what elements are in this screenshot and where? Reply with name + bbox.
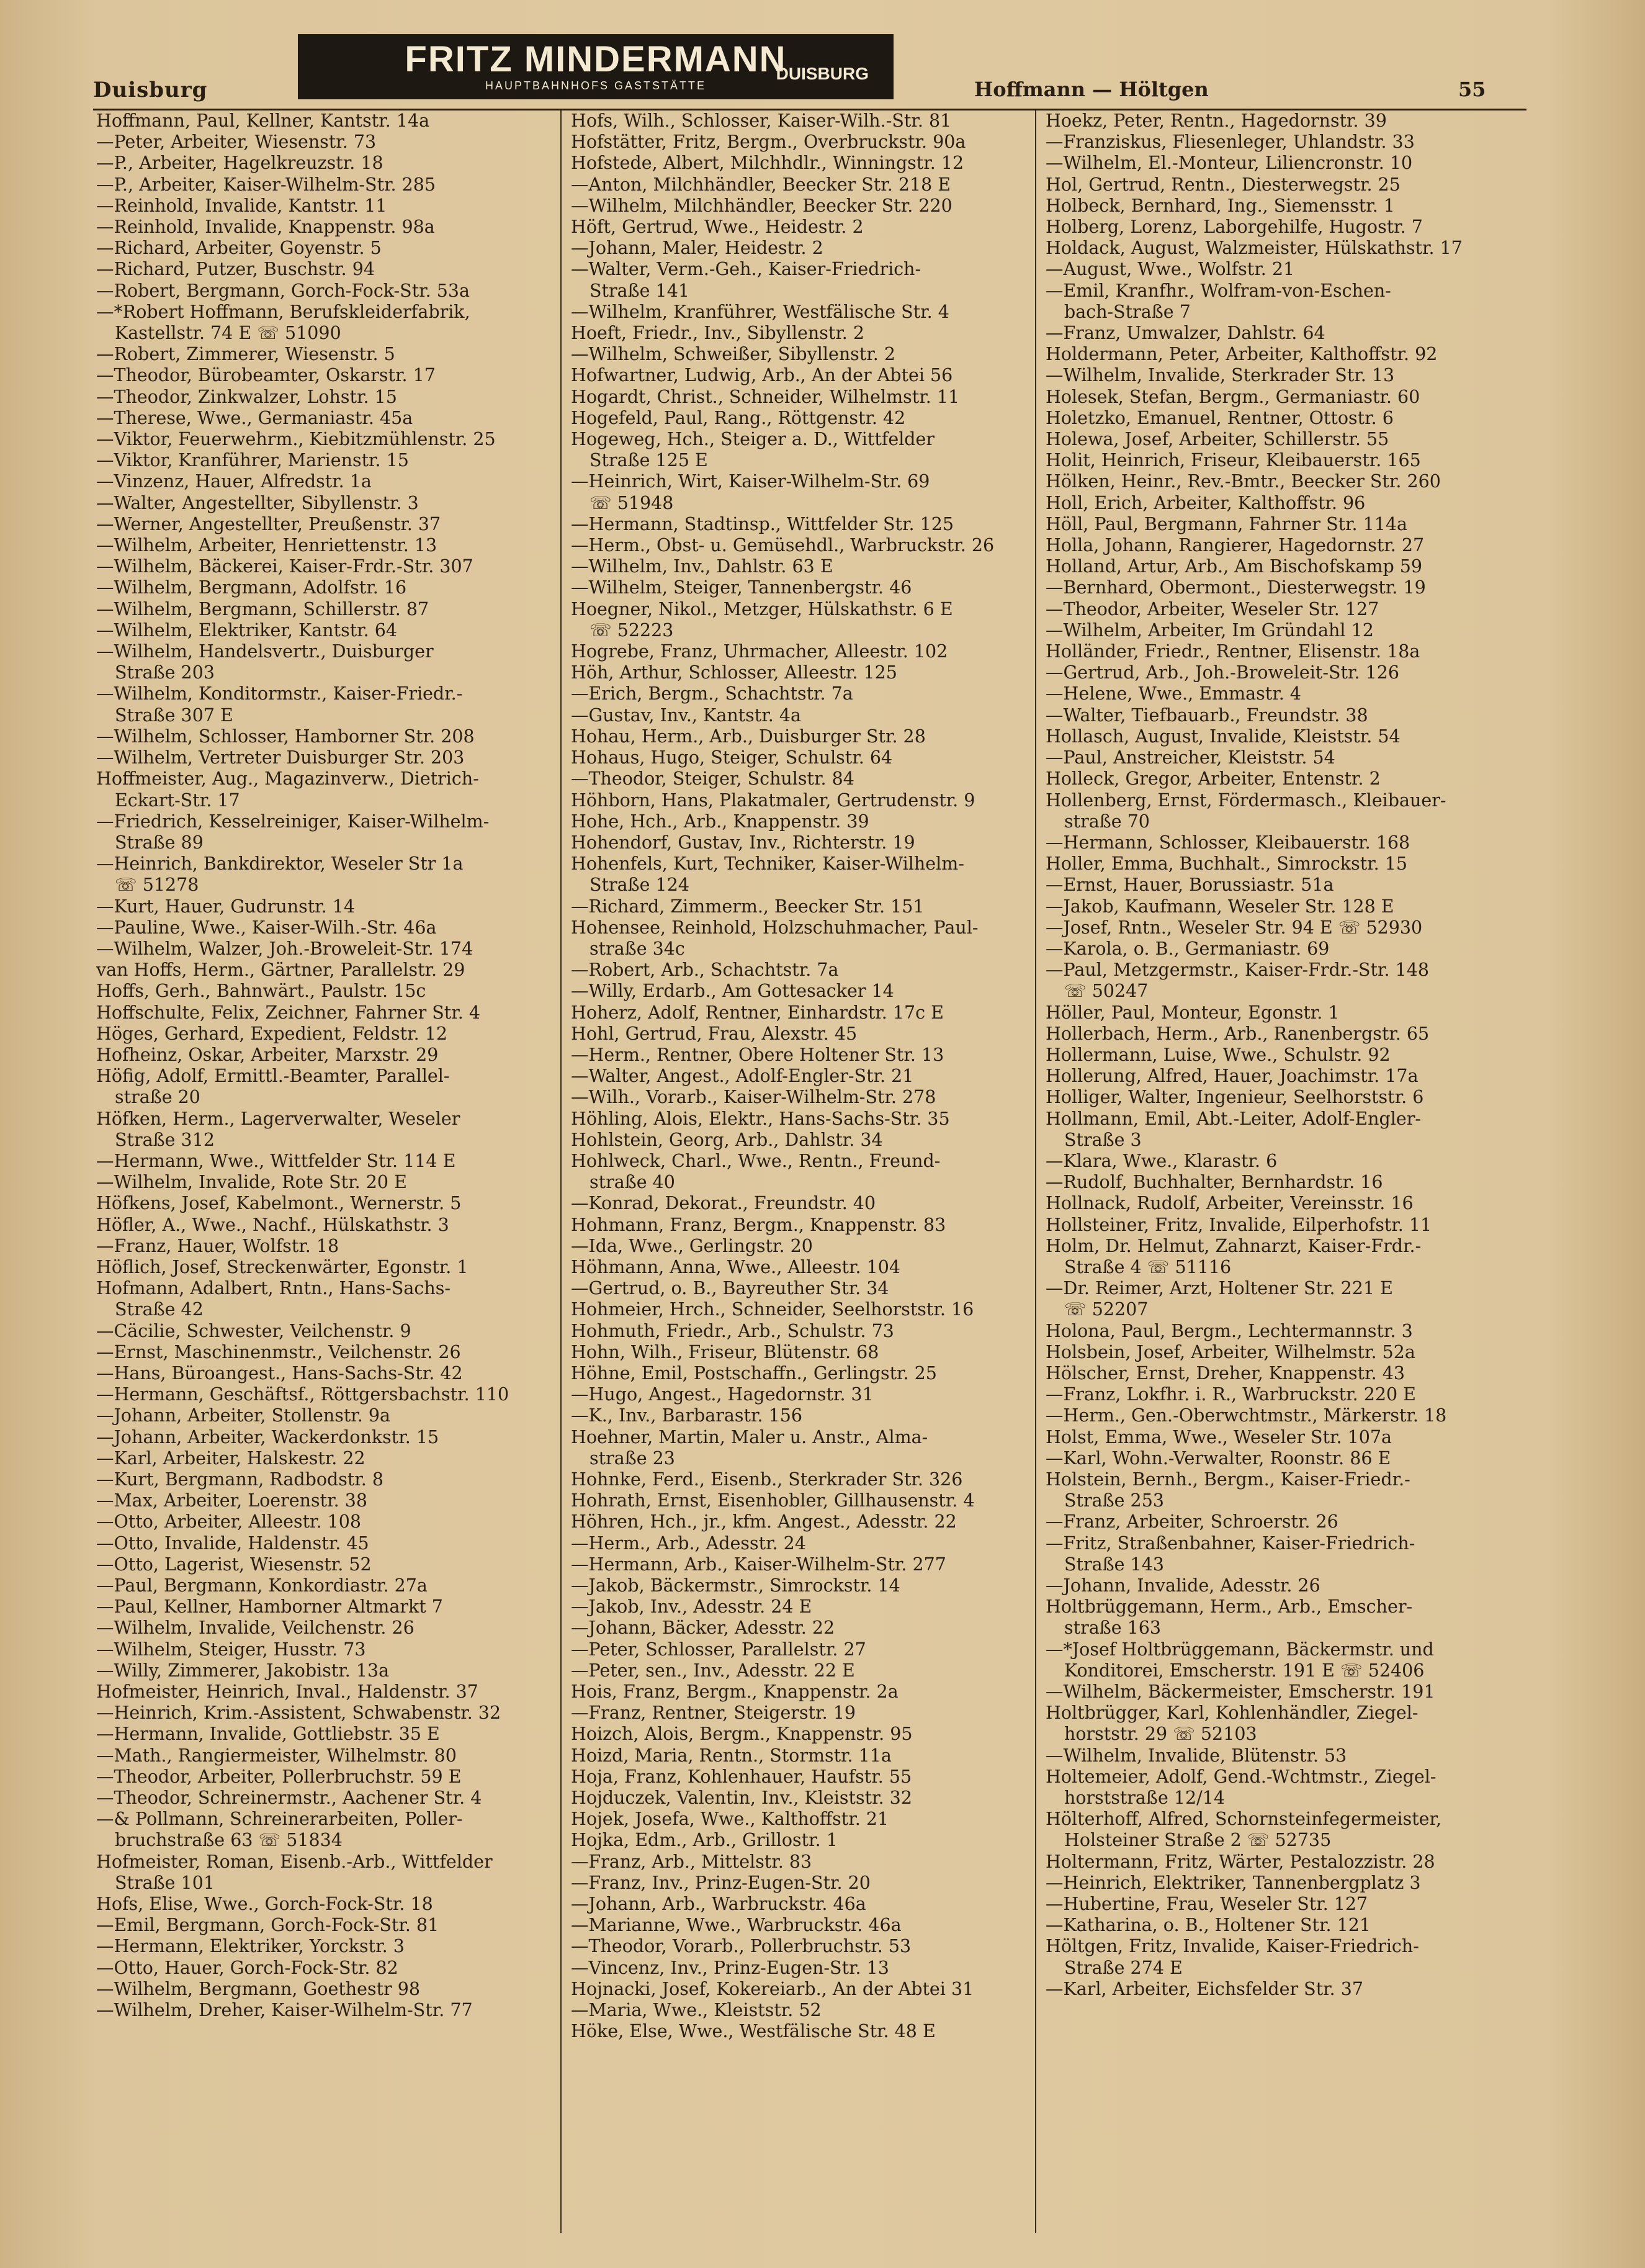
directory-entry: —Karl, Wohn.-Verwalter, Roonstr. 86 E [1046, 1447, 1391, 1469]
directory-entry: Höhling, Alois, Elektr., Hans-Sachs-Str. 35 [571, 1108, 950, 1129]
column-divider [560, 110, 562, 2233]
directory-entry: —Franz, Arbeiter, Schroerstr. 26 [1046, 1511, 1338, 1532]
directory-entry: Straße 141 [589, 280, 689, 301]
banner-city: DUISBURG [776, 64, 869, 83]
directory-entry: —Walter, Tiefbauarb., Freundstr. 38 [1046, 704, 1368, 726]
directory-entry: Hoffs, Gerh., Bahnwärt., Paulstr. 15c [96, 981, 426, 1002]
directory-entry: —Herm., Arb., Adesstr. 24 [571, 1532, 806, 1554]
directory-entry: straße 20 [115, 1087, 200, 1108]
directory-entry: Höfler, A., Wwe., Nachf., Hülskathstr. 3 [96, 1214, 449, 1235]
directory-entry: Holl, Erich, Arbeiter, Kalthoffstr. 96 [1046, 492, 1366, 513]
directory-entry: —Helene, Wwe., Emmastr. 4 [1046, 683, 1301, 704]
directory-entry: —Franz, Lokfhr. i. R., Warbruckstr. 220 E [1046, 1384, 1416, 1405]
directory-entry: Hohlstein, Georg, Arb., Dahlstr. 34 [571, 1129, 883, 1150]
directory-entry: —Reinhold, Invalide, Kantstr. 11 [96, 195, 387, 216]
directory-entry: Hohau, Herm., Arb., Duisburger Str. 28 [571, 726, 926, 747]
directory-entry: —Peter, Schlosser, Parallelstr. 27 [571, 1639, 866, 1660]
directory-entry: —Hermann, Stadtinsp., Wittfelder Str. 125 [571, 513, 954, 534]
directory-entry: —Richard, Putzer, Buschstr. 94 [96, 259, 375, 280]
directory-entry: —Karola, o. B., Germaniastr. 69 [1046, 938, 1330, 959]
directory-entry: —Willy, Erdarb., Am Gottesacker 14 [571, 981, 894, 1002]
directory-entry: —Otto, Invalide, Haldenstr. 45 [96, 1532, 369, 1554]
directory-entry: Straße 253 [1064, 1490, 1164, 1511]
directory-entry: Holler, Emma, Buchhalt., Simrockstr. 15 [1046, 853, 1408, 875]
directory-entry: Hojnacki, Josef, Kokereiarb., An der Abtei 31 [571, 1978, 974, 1999]
directory-entry: —Wilhelm, Dreher, Kaiser-Wilhelm-Str. 77 [96, 2000, 473, 2021]
directory-entry: —P., Arbeiter, Hagelkreuzstr. 18 [96, 153, 383, 174]
column-divider [1035, 110, 1036, 2233]
directory-entry: —Wilhelm, Inv., Dahlstr. 63 E [571, 556, 833, 577]
directory-entry: Straße 143 [1064, 1554, 1164, 1575]
directory-entry: Hojduczek, Valentin, Inv., Kleiststr. 32 [571, 1788, 912, 1809]
directory-entry: Holtbrügger, Karl, Kohlenhändler, Ziegel- [1046, 1703, 1419, 1724]
page-number: 55 [1458, 78, 1486, 101]
directory-entry: Höltgen, Fritz, Invalide, Kaiser-Friedrich- [1046, 1936, 1419, 1957]
directory-entry: —Friedrich, Kesselreiniger, Kaiser-Wilhelm- [96, 811, 490, 832]
directory-entry: Hojka, Edm., Arb., Grillostr. 1 [571, 1830, 838, 1851]
directory-entry: Hohensee, Reinhold, Holzschuhmacher, Paul- [571, 917, 979, 938]
directory-entry: Straße 307 E [115, 704, 233, 726]
directory-entry: Holm, Dr. Helmut, Zahnarzt, Kaiser-Frdr.- [1046, 1235, 1422, 1256]
directory-entry: —Therese, Wwe., Germaniastr. 45a [96, 407, 413, 428]
directory-entry: ☏ 51948 [589, 492, 674, 513]
directory-entry: —P., Arbeiter, Kaiser-Wilhelm-Str. 285 [96, 174, 436, 195]
directory-entry: —Wilhelm, Walzer, Joh.-Broweleit-Str. 174 [96, 938, 473, 959]
directory-entry: Holtemeier, Adolf, Gend.-Wchtmstr., Ziegel- [1046, 1766, 1437, 1787]
directory-entry: horststraße 12/14 [1064, 1788, 1226, 1809]
directory-entry: ☏ 52223 [589, 619, 674, 641]
directory-entry: —Franz, Hauer, Wolfstr. 18 [96, 1235, 339, 1256]
directory-entry: —Wilhelm, El.-Monteur, Liliencronstr. 10 [1046, 153, 1413, 174]
directory-entry: Hohmuth, Friedr., Arb., Schulstr. 73 [571, 1320, 894, 1341]
directory-entry: Holsbein, Josef, Arbeiter, Wilhelmstr. 52a [1046, 1341, 1415, 1362]
directory-entry: —Johann, Arbeiter, Wackerdonkstr. 15 [96, 1426, 439, 1447]
directory-entry: Hoffschulte, Felix, Zeichner, Fahrner Str. 4 [96, 1002, 480, 1023]
directory-entry: —Robert, Arb., Schachtstr. 7a [571, 960, 839, 981]
directory-entry: Hofheinz, Oskar, Arbeiter, Marxstr. 29 [96, 1044, 439, 1065]
directory-entry: —Robert, Zimmerer, Wiesenstr. 5 [96, 344, 395, 365]
directory-entry: Straße 124 [589, 875, 689, 896]
directory-entry: —Herm., Rentner, Obere Holtener Str. 13 [571, 1044, 944, 1065]
directory-entry: —Rudolf, Buchhalter, Bernhardstr. 16 [1046, 1172, 1383, 1193]
directory-entry: Straße 4 ☏ 51116 [1064, 1256, 1232, 1277]
directory-entry: Straße 89 [115, 832, 204, 853]
directory-entry: —Wilhelm, Arbeiter, Henriettenstr. 13 [96, 535, 437, 556]
directory-entry: Straße 42 [115, 1299, 204, 1320]
advertisement-banner [298, 34, 894, 99]
directory-entry: Hoeft, Friedr., Inv., Sibyllenstr. 2 [571, 323, 865, 344]
directory-entry: —Franz, Rentner, Steigerstr. 19 [571, 1703, 856, 1724]
directory-entry: —Wilhelm, Elektriker, Kantstr. 64 [96, 619, 398, 641]
directory-entry: Holland, Artur, Arb., Am Bischofskamp 59 [1046, 556, 1423, 577]
directory-entry: Holtermann, Fritz, Wärter, Pestalozzistr. 28 [1046, 1851, 1435, 1872]
directory-entry: —Katharina, o. B., Holtener Str. 121 [1046, 1915, 1371, 1936]
directory-entry: —Franz, Inv., Prinz-Eugen-Str. 20 [571, 1872, 871, 1893]
directory-entry: —Marianne, Wwe., Warbruckstr. 46a [571, 1915, 902, 1936]
directory-entry: Straße 125 E [589, 450, 708, 471]
directory-entry: —Hermann, Invalide, Gottliebstr. 35 E [96, 1724, 440, 1745]
directory-entry: —Willy, Zimmerer, Jakobistr. 13a [96, 1660, 390, 1681]
directory-entry: Höges, Gerhard, Expedient, Feldstr. 12 [96, 1023, 447, 1044]
page-header [93, 34, 1526, 109]
directory-entry: —Robert, Bergmann, Gorch-Fock-Str. 53a [96, 280, 470, 301]
directory-entry: —Reinhold, Invalide, Knappenstr. 98a [96, 217, 435, 238]
directory-entry: Höll, Paul, Bergmann, Fahrner Str. 114a [1046, 513, 1408, 534]
directory-entry: —Herm., Gen.-Oberwchtmstr., Märkerstr. 18 [1046, 1405, 1447, 1426]
directory-entry: Hogardt, Christ., Schneider, Wilhelmstr. 11 [571, 386, 960, 407]
directory-entry: Höfken, Herm., Lagerverwalter, Weseler [96, 1108, 460, 1129]
directory-entry: Hölken, Heinr., Rev.-Bmtr., Beecker Str. 260 [1046, 471, 1441, 492]
directory-entry: —Theodor, Vorarb., Pollerbruchstr. 53 [571, 1936, 912, 1957]
directory-entry: Holst, Emma, Wwe., Weseler Str. 107a [1046, 1426, 1392, 1447]
directory-entry: Hollerung, Alfred, Hauer, Joachimstr. 17a [1046, 1066, 1419, 1087]
directory-entry: Hojek, Josefa, Wwe., Kalthoffstr. 21 [571, 1809, 889, 1830]
banner-name: FRITZ MINDERMANN [405, 39, 787, 79]
directory-entry: Hohe, Hch., Arb., Knappenstr. 39 [571, 811, 869, 832]
directory-entry: —Gustav, Inv., Kantstr. 4a [571, 704, 801, 726]
directory-entry: Hölterhoff, Alfred, Schornsteinfegermeister, [1046, 1809, 1442, 1830]
directory-entry: Hofs, Elise, Wwe., Gorch-Fock-Str. 18 [96, 1894, 433, 1915]
directory-entry: Höflich, Josef, Streckenwärter, Egonstr. 1 [96, 1256, 468, 1277]
directory-entry: —Fritz, Straßenbahner, Kaiser-Friedrich- [1046, 1532, 1415, 1554]
directory-entry: —Franziskus, Fliesenleger, Uhlandstr. 33 [1046, 132, 1415, 153]
directory-entry: —Karl, Arbeiter, Eichsfelder Str. 37 [1046, 1978, 1364, 1999]
directory-entry: Hofmeister, Roman, Eisenb.-Arb., Wittfelder [96, 1851, 493, 1872]
directory-entry: —Wilhelm, Milchhändler, Beecker Str. 220 [571, 195, 952, 216]
directory-entry: Hofmeister, Heinrich, Inval., Haldenstr. 37 [96, 1681, 478, 1703]
directory-entry: —Otto, Hauer, Gorch-Fock-Str. 82 [96, 1957, 398, 1978]
directory-entry: —Maria, Wwe., Kleiststr. 52 [571, 2000, 822, 2021]
directory-entry: Holetzko, Emanuel, Rentner, Ottostr. 6 [1046, 407, 1394, 428]
directory-entry: Holstein, Bernh., Bergm., Kaiser-Friedr.- [1046, 1469, 1410, 1490]
directory-entry: —Karl, Arbeiter, Halskestr. 22 [96, 1447, 365, 1469]
directory-entry: Hollerbach, Herm., Arb., Ranenbergstr. 65 [1046, 1023, 1430, 1044]
directory-entry: —Theodor, Zinkwalzer, Lohstr. 15 [96, 386, 397, 407]
directory-entry: Holleck, Gregor, Arbeiter, Entenstr. 2 [1046, 768, 1381, 790]
directory-entry: Straße 101 [115, 1872, 215, 1893]
directory-entry: —Hermann, Schlosser, Kleibauerstr. 168 [1046, 832, 1410, 853]
banner-subtitle: HAUPTBAHNHOFS GASTSTÄTTE [485, 79, 707, 92]
directory-entry: —Gertrud, o. B., Bayreuther Str. 34 [571, 1278, 889, 1299]
directory-entry: Hollermann, Luise, Wwe., Schulstr. 92 [1046, 1044, 1391, 1065]
directory-entry: —Wilhelm, Invalide, Sterkrader Str. 13 [1046, 365, 1395, 386]
directory-entry: —Theodor, Bürobeamter, Oskarstr. 17 [96, 365, 436, 386]
directory-entry: Hoekz, Peter, Rentn., Hagedornstr. 39 [1046, 110, 1387, 131]
directory-entry: ☏ 52207 [1064, 1299, 1149, 1320]
directory-entry: —Kurt, Bergmann, Radbodstr. 8 [96, 1469, 384, 1490]
directory-entry: Hohmeier, Hrch., Schneider, Seelhorststr. 16 [571, 1299, 974, 1320]
directory-entry: Hoegner, Nikol., Metzger, Hülskathstr. 6 E [571, 598, 953, 619]
directory-entry: —*Josef Holtbrüggemann, Bäckermstr. und [1046, 1639, 1434, 1660]
column-1 [96, 110, 555, 2233]
directory-entry: —Bernhard, Obermont., Diesterwegstr. 19 [1046, 577, 1426, 598]
column-3 [1046, 110, 1505, 2233]
directory-entry: —Walter, Angest., Adolf-Engler-Str. 21 [571, 1066, 914, 1087]
directory-entry: Höft, Gertrud, Wwe., Heidestr. 2 [571, 217, 864, 238]
directory-entry: —Wilhelm, Schlosser, Hamborner Str. 208 [96, 726, 475, 747]
directory-entry: —Paul, Metzgermstr., Kaiser-Frdr.-Str. 148 [1046, 960, 1429, 981]
directory-entry: Holsteiner Straße 2 ☏ 52735 [1064, 1830, 1332, 1851]
directory-entry: Hoherz, Adolf, Rentner, Einhardstr. 17c E [571, 1002, 944, 1023]
directory-entry: —Kurt, Hauer, Gudrunstr. 14 [96, 896, 356, 917]
directory-entry: —Pauline, Wwe., Kaiser-Wilh.-Str. 46a [96, 917, 437, 938]
directory-entry: bach-Straße 7 [1064, 301, 1191, 322]
directory-entry: —Dr. Reimer, Arzt, Holtener Str. 221 E [1046, 1278, 1393, 1299]
directory-entry: Hol, Gertrud, Rentn., Diesterwegstr. 25 [1046, 174, 1401, 195]
directory-entry: Straße 274 E [1064, 1957, 1183, 1978]
directory-entry: Hohendorf, Gustav, Inv., Richterstr. 19 [571, 832, 915, 853]
directory-entry: —Hugo, Angest., Hagedornstr. 31 [571, 1384, 874, 1405]
directory-entry: —Wilhelm, Bergmann, Adolfstr. 16 [96, 577, 407, 598]
directory-entry: Hofwartner, Ludwig, Arb., An der Abtei 56 [571, 365, 953, 386]
directory-entry: Holtbrüggemann, Herm., Arb., Emscher- [1046, 1596, 1413, 1618]
directory-entry: —Anton, Milchhändler, Beecker Str. 218 E [571, 174, 951, 195]
directory-entry: Holberg, Lorenz, Laborgehilfe, Hugostr. 7 [1046, 217, 1423, 238]
directory-entry: —Erich, Bergm., Schachtstr. 7a [571, 683, 853, 704]
directory-entry: —Jakob, Kaufmann, Weseler Str. 128 E [1046, 896, 1394, 917]
directory-entry: —Otto, Arbeiter, Alleestr. 108 [96, 1511, 362, 1532]
directory-entry: straße 23 [589, 1447, 675, 1469]
directory-entry: —Otto, Lagerist, Wiesenstr. 52 [96, 1554, 372, 1575]
directory-entry: —Emil, Bergmann, Gorch-Fock-Str. 81 [96, 1915, 439, 1936]
directory-entry: —Paul, Bergmann, Konkordiastr. 27a [96, 1575, 428, 1596]
directory-entry: —Walter, Angestellter, Sibyllenstr. 3 [96, 492, 419, 513]
directory-entry: —Wilhelm, Bäckerei, Kaiser-Frdr.-Str. 307 [96, 556, 473, 577]
directory-entry: Höke, Else, Wwe., Westfälische Str. 48 E [571, 2021, 936, 2042]
directory-entry: —Ernst, Maschinenmstr., Veilchenstr. 26 [96, 1341, 461, 1362]
directory-entry: —Herm., Obst- u. Gemüsehdl., Warbruckstr. 26 [571, 535, 995, 556]
directory-entry: —Walter, Verm.-Geh., Kaiser-Friedrich- [571, 259, 921, 280]
column-2 [571, 110, 1030, 2233]
directory-entry: —Wilhelm, Bäckermeister, Emscherstr. 191 [1046, 1681, 1435, 1703]
directory-entry: Holliger, Walter, Ingenieur, Seelhorststr. 6 [1046, 1087, 1424, 1108]
directory-entry: straße 163 [1064, 1618, 1162, 1639]
directory-entry: bruchstraße 63 ☏ 51834 [115, 1830, 343, 1851]
directory-entry: Hohnke, Ferd., Eisenb., Sterkrader Str. 326 [571, 1469, 963, 1490]
directory-entry: Hollnack, Rudolf, Arbeiter, Vereinsstr. 16 [1046, 1193, 1414, 1214]
directory-entry: van Hoffs, Herm., Gärtner, Parallelstr. 29 [96, 960, 465, 981]
directory-entry: Hogeweg, Hch., Steiger a. D., Wittfelder [571, 429, 935, 450]
directory-entry: Höhren, Hch., jr., kfm. Angest., Adesstr. 22 [571, 1511, 957, 1532]
directory-entry: Holdack, August, Walzmeister, Hülskathstr. 17 [1046, 238, 1463, 259]
directory-entry: Hogrebe, Franz, Uhrmacher, Alleestr. 102 [571, 641, 948, 662]
directory-entry: Höller, Paul, Monteur, Egonstr. 1 [1046, 1002, 1340, 1023]
directory-entry: Holbeck, Bernhard, Ing., Siemensstr. 1 [1046, 195, 1395, 216]
directory-entry: —Wilhelm, Invalide, Veilchenstr. 26 [96, 1618, 415, 1639]
directory-entry: —Klara, Wwe., Klarastr. 6 [1046, 1150, 1278, 1171]
directory-entry: —Wilhelm, Steiger, Tannenbergstr. 46 [571, 577, 912, 598]
directory-entry: Holdermann, Peter, Arbeiter, Kalthoffstr. 92 [1046, 344, 1438, 365]
directory-entry: —Wilhelm, Bergmann, Schillerstr. 87 [96, 598, 429, 619]
directory-entry: straße 34c [589, 938, 685, 959]
directory-entry: —Richard, Zimmerm., Beecker Str. 151 [571, 896, 925, 917]
directory-entry: —Wilhelm, Vertreter Duisburger Str. 203 [96, 747, 465, 768]
directory-entry: Holewa, Josef, Arbeiter, Schillerstr. 55 [1046, 429, 1389, 450]
directory-entry: —K., Inv., Barbarastr. 156 [571, 1405, 802, 1426]
directory-entry: Hoehner, Martin, Maler u. Anstr., Alma- [571, 1426, 928, 1447]
header-name-range: Hoffmann — Höltgen [974, 78, 1209, 101]
directory-entry: —Wilhelm, Kranführer, Westfälische Str. 4 [571, 301, 949, 322]
directory-entry: —Heinrich, Krim.-Assistent, Schwabenstr. 32 [96, 1703, 501, 1724]
directory-entry: —Peter, sen., Inv., Adesstr. 22 E [571, 1660, 855, 1681]
directory-entry: Hogefeld, Paul, Rang., Röttgenstr. 42 [571, 407, 906, 428]
directory-entry: —Theodor, Arbeiter, Weseler Str. 127 [1046, 598, 1379, 619]
directory-entry: —Theodor, Schreinermstr., Aachener Str. 4 [96, 1788, 482, 1809]
directory-entry: horststr. 29 ☏ 52103 [1064, 1724, 1257, 1745]
directory-entry: —Hermann, Arb., Kaiser-Wilhelm-Str. 277 [571, 1554, 946, 1575]
directory-entry: —Jakob, Bäckermstr., Simrockstr. 14 [571, 1575, 900, 1596]
directory-entry: —Vinzenz, Hauer, Alfredstr. 1a [96, 471, 372, 492]
directory-entry: —Jakob, Inv., Adesstr. 24 E [571, 1596, 812, 1618]
directory-entry: Hollasch, August, Invalide, Kleiststr. 54 [1046, 726, 1401, 747]
directory-entry: —Gertrud, Arb., Joh.-Broweleit-Str. 126 [1046, 662, 1399, 683]
directory-entry: —Johann, Invalide, Adesstr. 26 [1046, 1575, 1320, 1596]
directory-entry: —Richard, Arbeiter, Goyenstr. 5 [96, 238, 382, 259]
directory-entry: ☏ 51278 [115, 875, 199, 896]
directory-entry: —Heinrich, Wirt, Kaiser-Wilhelm-Str. 69 [571, 471, 930, 492]
directory-entry: —Emil, Kranfhr., Wolfram-von-Eschen- [1046, 280, 1391, 301]
directory-entry: Hollenberg, Ernst, Fördermasch., Kleibauer- [1046, 790, 1446, 811]
directory-entry: Hohmann, Franz, Bergm., Knappenstr. 83 [571, 1214, 946, 1235]
directory-entry: Hölscher, Ernst, Dreher, Knappenstr. 43 [1046, 1362, 1405, 1384]
directory-entry: Eckart-Str. 17 [115, 790, 240, 811]
directory-entry: Holla, Johann, Rangierer, Hagedornstr. 27 [1046, 535, 1425, 556]
directory-entry: Kastellstr. 74 E ☏ 51090 [115, 323, 341, 344]
directory-entry: —Wilhelm, Arbeiter, Im Gründahl 12 [1046, 619, 1374, 641]
directory-entry: Hohl, Gertrud, Frau, Alexstr. 45 [571, 1023, 858, 1044]
directory-entry: —Wilhelm, Steiger, Husstr. 73 [96, 1639, 366, 1660]
directory-entry: Hoizch, Alois, Bergm., Knappenstr. 95 [571, 1724, 913, 1745]
directory-entry: Höfkens, Josef, Kabelmont., Wernerstr. 5 [96, 1193, 462, 1214]
directory-entry: —Ida, Wwe., Gerlingstr. 20 [571, 1235, 813, 1256]
directory-entry: —Hermann, Wwe., Wittfelder Str. 114 E [96, 1150, 456, 1171]
directory-entry: —Max, Arbeiter, Loerenstr. 38 [96, 1490, 367, 1511]
directory-entry: —Viktor, Feuerwehrm., Kiebitzmühlenstr. 25 [96, 429, 496, 450]
directory-entry: —Hubertine, Frau, Weseler Str. 127 [1046, 1894, 1368, 1915]
directory-entry: —Wilhelm, Invalide, Rote Str. 20 E [96, 1172, 407, 1193]
directory-entry: —Wilhelm, Bergmann, Goethestr 98 [96, 1978, 421, 1999]
directory-entry: —Hermann, Elektriker, Yorckstr. 3 [96, 1936, 405, 1957]
directory-entry: —Johann, Arb., Warbruckstr. 46a [571, 1894, 866, 1915]
directory-entry: straße 40 [589, 1172, 675, 1193]
directory-entry: Höh, Arthur, Schlosser, Alleestr. 125 [571, 662, 897, 683]
directory-entry: —August, Wwe., Wolfstr. 21 [1046, 259, 1295, 280]
directory-entry: —Werner, Angestellter, Preußenstr. 37 [96, 513, 441, 534]
directory-entry: —Franz, Arb., Mittelstr. 83 [571, 1851, 812, 1872]
directory-entry: —Vincenz, Inv., Prinz-Eugen-Str. 13 [571, 1957, 889, 1978]
directory-entry: —*Robert Hoffmann, Berufskleiderfabrik, [96, 301, 470, 322]
directory-entry: Hofmann, Adalbert, Rntn., Hans-Sachs- [96, 1278, 450, 1299]
directory-entry: —Paul, Anstreicher, Kleiststr. 54 [1046, 747, 1335, 768]
directory-entry: —Theodor, Arbeiter, Pollerbruchstr. 59 E [96, 1766, 462, 1787]
directory-entry: —Peter, Arbeiter, Wiesenstr. 73 [96, 132, 377, 153]
directory-entry: Straße 3 [1064, 1129, 1142, 1150]
directory-entry: —Wilhelm, Handelsvertr., Duisburger [96, 641, 434, 662]
directory-entry: Höhborn, Hans, Plakatmaler, Gertrudenstr. 9 [571, 790, 975, 811]
directory-entry: —Wilhelm, Schweißer, Sibyllenstr. 2 [571, 344, 895, 365]
directory-entry: —Wilhelm, Konditormstr., Kaiser-Friedr.- [96, 683, 463, 704]
directory-entry: —Johann, Bäcker, Adesstr. 22 [571, 1618, 835, 1639]
directory-entry: —Theodor, Steiger, Schulstr. 84 [571, 768, 854, 790]
directory-entry: Hofstede, Albert, Milchhdlr., Winningstr. 12 [571, 153, 964, 174]
directory-entry: Hohenfels, Kurt, Techniker, Kaiser-Wilhelm- [571, 853, 964, 875]
directory-entry: —Ernst, Hauer, Borussiastr. 51a [1046, 875, 1334, 896]
directory-entry: —Viktor, Kranführer, Marienstr. 15 [96, 450, 409, 471]
directory-entry: Hoffmeister, Aug., Magazinverw., Dietrich- [96, 768, 479, 790]
directory-entry: ☏ 50247 [1064, 981, 1149, 1002]
directory-entry: —Wilhelm, Invalide, Blütenstr. 53 [1046, 1745, 1347, 1766]
directory-entry: —Paul, Kellner, Hamborner Altmarkt 7 [96, 1596, 443, 1618]
directory-entry: Straße 312 [115, 1129, 215, 1150]
directory-entry: —Johann, Arbeiter, Stollenstr. 9a [96, 1405, 391, 1426]
directory-entry: Hohn, Wilh., Friseur, Blütenstr. 68 [571, 1341, 879, 1362]
header-city: Duisburg [93, 78, 208, 102]
directory-entry: —Cäcilie, Schwester, Veilchenstr. 9 [96, 1320, 411, 1341]
directory-entry: Holesek, Stefan, Bergm., Germaniastr. 60 [1046, 386, 1420, 407]
directory-entry: Hollmann, Emil, Abt.-Leiter, Adolf-Engler- [1046, 1108, 1421, 1129]
directory-entry: —& Pollmann, Schreinerarbeiten, Poller- [96, 1809, 463, 1830]
directory-entry: Hoizd, Maria, Rentn., Stormstr. 11a [571, 1745, 892, 1766]
directory-entry: —Johann, Maler, Heidestr. 2 [571, 238, 823, 259]
directory-entry: Hofs, Wilh., Schlosser, Kaiser-Wilh.-Str. 81 [571, 110, 952, 131]
directory-entry: Hohlweck, Charl., Wwe., Rentn., Freund- [571, 1150, 941, 1171]
directory-entry: Höhmann, Anna, Wwe., Alleestr. 104 [571, 1256, 900, 1277]
directory-entry: —Hans, Büroangest., Hans-Sachs-Str. 42 [96, 1362, 463, 1384]
directory-entry: —Heinrich, Elektriker, Tannenbergplatz 3 [1046, 1872, 1421, 1893]
directory-entry: —Josef, Rntn., Weseler Str. 94 E ☏ 52930 [1046, 917, 1423, 938]
directory-entry: —Wilh., Vorarb., Kaiser-Wilhelm-Str. 278 [571, 1087, 936, 1108]
directory-entry: Hollsteiner, Fritz, Invalide, Eilperhofstr. 11 [1046, 1214, 1432, 1235]
directory-entry: Höhne, Emil, Postschaffn., Gerlingstr. 25 [571, 1362, 937, 1384]
directory-entry: Holit, Heinrich, Friseur, Kleibauerstr. 165 [1046, 450, 1421, 471]
directory-entry: —Heinrich, Bankdirektor, Weseler Str 1a [96, 853, 464, 875]
directory-entry: Hofstätter, Fritz, Bergm., Overbruckstr. 90a [571, 132, 966, 153]
directory-entry: Hoffmann, Paul, Kellner, Kantstr. 14a [96, 110, 430, 131]
directory-entry: Höfig, Adolf, Ermittl.-Beamter, Parallel- [96, 1066, 450, 1087]
directory-entry: Konditorei, Emscherstr. 191 E ☏ 52406 [1064, 1660, 1425, 1681]
directory-entry: Holländer, Friedr., Rentner, Elisenstr. 18a [1046, 641, 1420, 662]
directory-entry: —Hermann, Geschäftsf., Röttgersbachstr. 110 [96, 1384, 509, 1405]
directory-entry: Straße 203 [115, 662, 215, 683]
directory-entry: Hohaus, Hugo, Steiger, Schulstr. 64 [571, 747, 893, 768]
directory-entry: —Math., Rangiermeister, Wilhelmstr. 80 [96, 1745, 457, 1766]
directory-entry: Hoja, Franz, Kohlenhauer, Haufstr. 55 [571, 1766, 912, 1787]
directory-entry: straße 70 [1064, 811, 1150, 832]
directory-entry: —Franz, Umwalzer, Dahlstr. 64 [1046, 323, 1325, 344]
directory-entry: Holona, Paul, Bergm., Lechtermannstr. 3 [1046, 1320, 1413, 1341]
directory-entry: —Konrad, Dekorat., Freundstr. 40 [571, 1193, 876, 1214]
directory-entry: Hois, Franz, Bergm., Knappenstr. 2a [571, 1681, 899, 1703]
directory-entry: Hohrath, Ernst, Eisenhobler, Gillhausenstr. 4 [571, 1490, 975, 1511]
